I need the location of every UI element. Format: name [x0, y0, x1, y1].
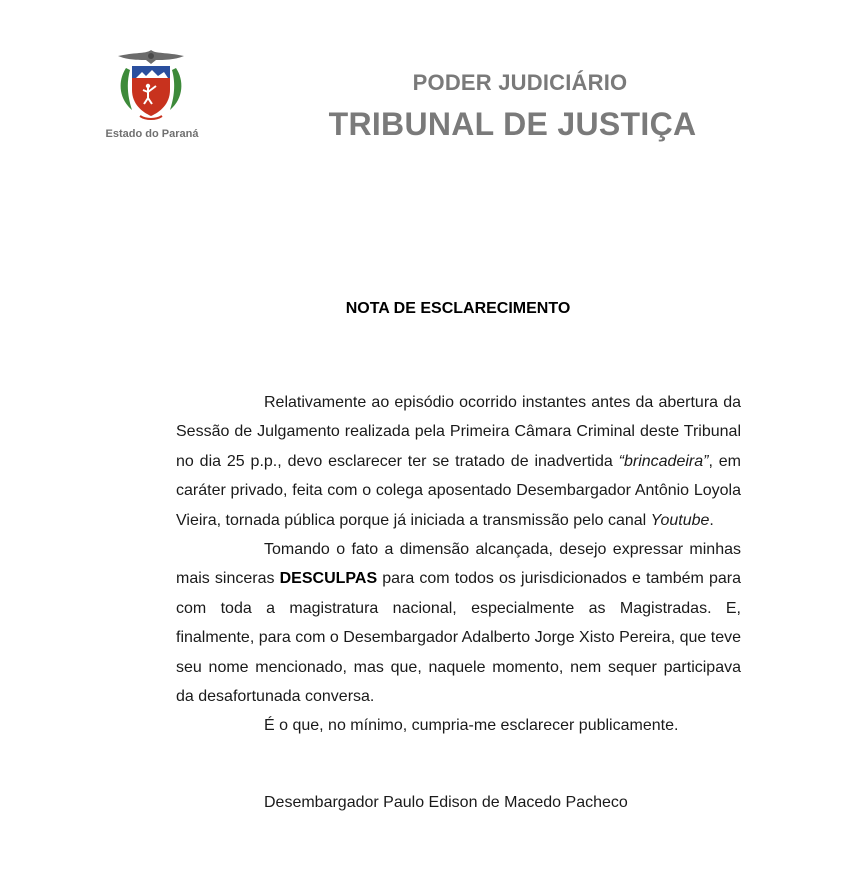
- branch-name: PODER JUDICIÁRIO: [412, 70, 628, 95]
- p1-text-3: .: [709, 511, 714, 529]
- paragraph-1: [176, 388, 741, 535]
- paragraph-2: [176, 535, 741, 711]
- p2-text-1: Tomando o fato a dimensão alcançada, desejo expressar minhas mais sinceras: [176, 541, 741, 588]
- p1-text-1: Relativamente ao episódio ocorrido instantes antes da abertura da Sessão de Julgamento realizada pela Primeira Câmara Criminal deste Tribunal no dia 25 p.p., devo esclarecer ter se tratado de inadvertida: [176, 394, 741, 470]
- p2-text-2: para com todos os jurisdicionados e também para com toda a magistratura nacional, especialmente as Magistradas. E, finalmente, para com o Desembargador Adalberto Jorge Xisto Pereira, que teve seu nome mencionado, mas que, naquele momento, nem sequer participava da desafortunada conversa.: [176, 570, 742, 706]
- p1-text-2: , em caráter privado, feita com o colega aposentado Desembargador Antônio Loyola Vieira, tornada pública porque já iniciada a transmissão pelo canal: [176, 452, 741, 529]
- state-name: Estado do Paraná: [105, 128, 199, 140]
- p2-bold-desculpas: DESCULPAS: [279, 570, 378, 588]
- p1-italic-youtube: Youtube: [650, 511, 710, 529]
- letterhead: [0, 0, 867, 170]
- signature: Desembargador Paulo Edison de Macedo Pacheco: [264, 794, 628, 811]
- paragraph-3: É o que, no mínimo, cumpria-me esclarecer publicamente.: [264, 717, 679, 735]
- document-title: NOTA DE ESCLARECIMENTO: [345, 300, 571, 317]
- parana-coat-of-arms-icon: [110, 46, 192, 124]
- court-name: TRIBUNAL DE JUSTIÇA: [328, 106, 697, 142]
- p1-italic-brincadeira: “brincadeira”: [618, 452, 709, 470]
- document-body: [176, 388, 741, 741]
